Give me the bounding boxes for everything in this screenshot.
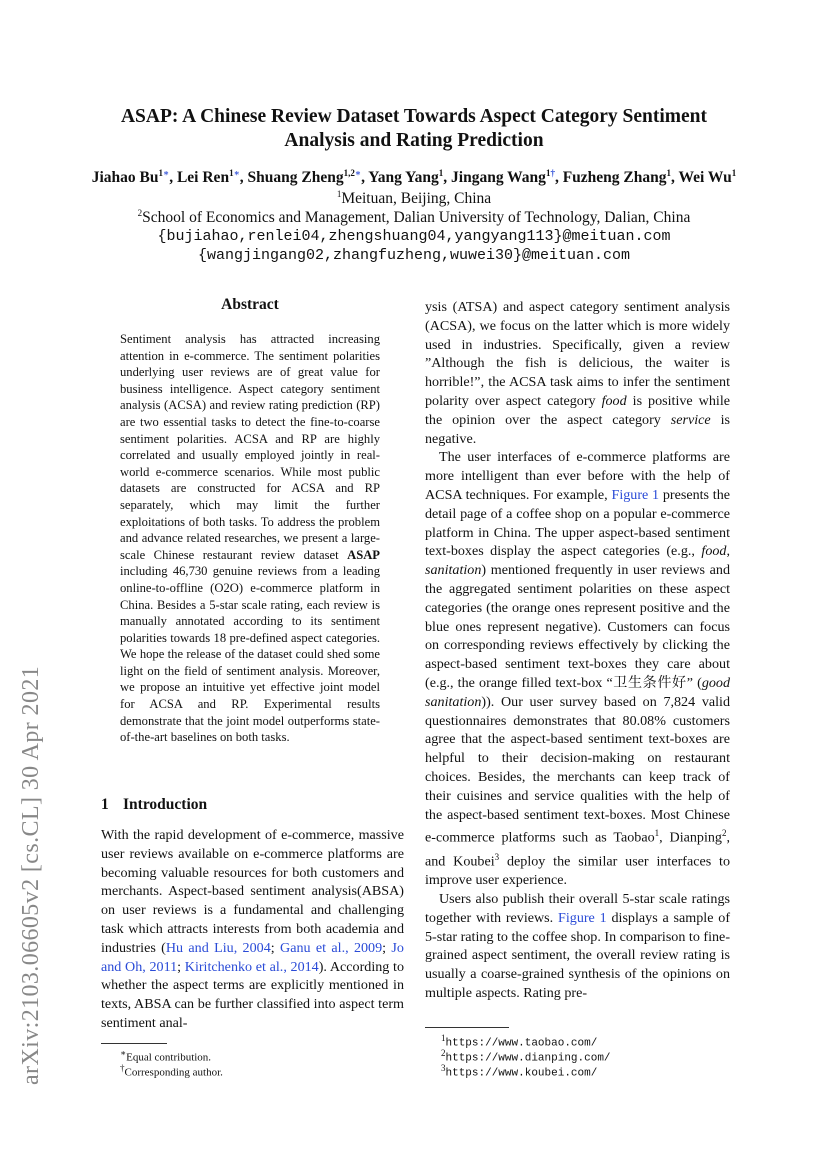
title-line-1: ASAP: A Chinese Review Dataset Towards Aspect Category Sentiment [120,106,708,127]
paragraph: ysis (ATSA) and aspect category sentiment analysis (ACSA), we focus on the latter which is more widely used in industries. Specifically, given a review ”Although the fish is delicious, the waiter is horrible!”, the ACSA task aims to infer the sentiment polarity over aspect category food is positive while the opinion over the aspect category service is negative. [425,299,730,447]
author: Shuang Zheng$^{1,2∗}$, [247,168,369,187]
author: Yang Yang$^1$, [368,168,452,187]
author: Jiahao $Bu^{1∗}$, [91,168,177,187]
dataset-name: ASAP [347,547,380,562]
paper-title [60,105,768,153]
author-list [40,168,788,187]
affiliation-2: $^2$School of Economics and Management, Dalian University of Technology, Dalian, China [137,208,691,227]
footnote-url[interactable]: $^2$https://www.dianping.com/ [441,1048,611,1065]
affiliation-1: $^1$Meituan, Beijing, China [336,189,492,208]
arxiv-identifier: arXiv:2103.06605v2 [cs.CL] 30 Apr 2021 [18,665,44,1085]
abstract-text: Sentiment analysis has attracted increasing attention in e-commerce. The sentiment polarities underlying user reviews are of great value for business intelligence. Aspect category sentiment analysis (ACSA) and review rating prediction (RP) are two essential tasks to detect the fine-to-coarse sentiment polarities. ACSA and RP are highly correlated and usually employed jointly in real-world e-commerce scenarios. While most public datasets are constructed for ACSA and RP separately, which may limit the further exploitations of both tasks. To address the problem and advance related researches, we present a large-scale Chinese restaurant review dataset ASAP including 46,730 genuine reviews from a leading online-to-offline (O2O) e-commerce platform in China. Besides a 5-star scale rating, each review is manually annotated according to its sentiment polarities towards 18 pre-defined aspect categories. We hope the release of the dataset could shed some light on the field of sentiment analysis. Moreover, we propose an intuitive yet effective joint model for ACSA and RP. Experimental results demonstrate that the joint model outperforms state-of-the-art baselines on both tasks. [120,332,380,745]
author: Fuzheng Zhang$^1$, [562,168,679,187]
footnote-rule-right [425,1027,509,1028]
citation-link[interactable]: Ganu et al., 2009 [280,939,383,956]
paragraph: Users also publish their overall 5-star scale ratings together with reviews. Figure 1 displays a sample of 5-star rating to the coffee shop. In comparison to fine-grained aspect sentiment, the overall review rating is usually a coarse-grained synthesis of the opinions on multiple aspects. Rating pre- [425,891,731,1002]
figure-link[interactable]: Figure 1 [611,486,660,503]
paragraph: The user interfaces of e-commerce platforms are more intelligent than ever before with the help of ACSA techniques. For example, Figure 1 presents the detail page of a coffee shop on a popular e-commerce platform in China. The upper aspect-based sentiment text-boxes display the aspect categories (e.g., food, sanitation) mentioned frequently in user reviews and the aggregated sentiment polarities on these aspect categories (the orange ones represent positive and the blue ones represent negative). Customers can focus on corresponding reviews effectively by clicking the aspect-based sentiment text-boxes they care about (e.g., the orange filled text-box “卫生条件好” (good sanitation)). Our user survey based on 7,824 valid questionnaires demonstrates that 80.08% customers agree that the aspect-based sentiment text-boxes are helpful to their decision-making on restaurant choices. Besides, the merchants can keep track of their cuisines and service qualities with the help of the aspect-based sentiment text-boxes. Most Chinese e-commerce platforms such as Taobao$^1$, Dianping$^2$, and Koubei$^3$ deploy the similar user interfaces to improve user experience. [425,449,731,889]
citation-link[interactable]: Kiritchenko et al., 2014 [184,958,319,975]
section-heading-introduction: 1 Introduction [101,796,208,813]
author: Wei Wu$^1$ [678,168,737,187]
abstract-heading: Abstract [221,296,279,313]
citation-link[interactable]: Jo and Oh, 2011 [101,939,404,975]
author: Jingang Wang$^{1\dagger}$, [451,168,563,187]
figure-link[interactable]: Figure 1 [558,909,607,926]
intro-paragraph: With the rapid development of e-commerce, massive user reviews available on e-commerce platforms are becoming valuable resources for both customers and merchants. Aspect-based sentiment analysis(ABSA) on user reviews is a fundamental and challenging task which attracts interests from both academia and industries (Hu and Liu, 2004; Ganu et al., 2009; Jo and Oh, 2011; Kiritchenko et al., 2014). According to whether the aspect terms are explicitly mentioned in texts, ABSA can be further classified into aspect term sentiment anal- [101,827,405,1031]
right-column-text [425,298,730,1003]
footnote-url[interactable]: $^1$https://www.taobao.com/ [441,1033,598,1050]
email-line-1[interactable]: {bujiahao,renlei04,zhengshuang04,yangyang113}@meituan.com [157,228,671,245]
title-line-2: Analysis and Rating Prediction [284,130,544,151]
footnote-rule-left [101,1043,167,1044]
footnote-url[interactable]: $^3$https://www.koubei.com/ [441,1063,598,1080]
email-line-2[interactable]: {wangjingang02,zhangfuzheng,wuwei30}@meituan.com [197,247,631,264]
citation-link[interactable]: Hu and Liu, 2004 [165,939,271,956]
author: Lei Ren$^{1∗}$, [176,168,248,187]
footnote-corresponding-author: †Corresponding author. [120,1063,223,1079]
footnote-equal-contribution: ∗Equal contribution. [120,1048,212,1064]
